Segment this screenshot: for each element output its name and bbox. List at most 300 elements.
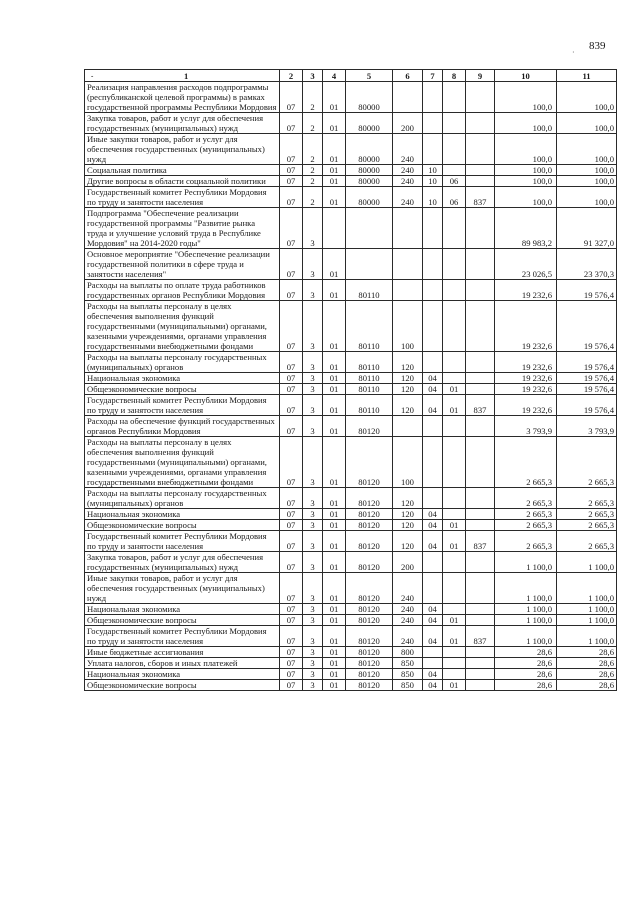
subprogram-code-cell: 3	[303, 352, 323, 373]
section-code-cell: 07	[280, 176, 303, 187]
subdivision-cell	[443, 113, 466, 134]
section-code-cell: 07	[280, 531, 303, 552]
row-name-cell: Государственный комитет Республики Мордовия по труду и занятости населения	[85, 187, 280, 208]
row-name-cell: Государственный комитет Республики Мордовия по труду и занятости населения	[85, 395, 280, 416]
amount-year2-cell: 19 576,4	[557, 373, 617, 384]
amount-year2-cell: 2 665,3	[557, 509, 617, 520]
column-header: 2	[280, 70, 303, 82]
expense-type-cell	[393, 82, 423, 113]
subdivision-cell	[443, 280, 466, 301]
section-code-cell: 07	[280, 604, 303, 615]
subprogram-code-cell: 3	[303, 395, 323, 416]
subdivision-cell: 01	[443, 384, 466, 395]
table-row	[85, 669, 617, 680]
direction-code-cell: 80000	[346, 82, 393, 113]
amount-year1-cell: 23 026,5	[495, 249, 557, 280]
direction-code-cell: 80120	[346, 488, 393, 509]
division-cell	[423, 552, 443, 573]
direction-code-cell: 80120	[346, 680, 393, 691]
amount-year1-cell: 2 665,3	[495, 437, 557, 488]
ministry-code-cell: 837	[466, 626, 495, 647]
amount-year2-cell: 2 665,3	[557, 520, 617, 531]
division-cell: 04	[423, 520, 443, 531]
direction-code-cell: 80000	[346, 113, 393, 134]
table-row	[85, 165, 617, 176]
ministry-code-cell: 837	[466, 187, 495, 208]
event-code-cell: 01	[323, 165, 346, 176]
row-name-cell: Государственный комитет Республики Мордовия по труду и занятости населения	[85, 626, 280, 647]
direction-code-cell: 80110	[346, 373, 393, 384]
direction-code-cell: 80120	[346, 520, 393, 531]
table-row	[85, 373, 617, 384]
ministry-code-cell	[466, 280, 495, 301]
amount-year1-cell: 28,6	[495, 669, 557, 680]
table-row	[85, 249, 617, 280]
amount-year2-cell: 100,0	[557, 134, 617, 165]
subprogram-code-cell: 2	[303, 113, 323, 134]
subdivision-cell: 01	[443, 615, 466, 626]
direction-code-cell: 80120	[346, 604, 393, 615]
direction-code-cell: 80120	[346, 669, 393, 680]
amount-year2-cell: 91 327,0	[557, 208, 617, 249]
direction-code-cell: 80110	[346, 384, 393, 395]
section-code-cell: 07	[280, 187, 303, 208]
ministry-code-cell	[466, 301, 495, 352]
section-code-cell: 07	[280, 113, 303, 134]
subdivision-cell	[443, 488, 466, 509]
table-row	[85, 604, 617, 615]
subdivision-cell	[443, 373, 466, 384]
subprogram-code-cell: 3	[303, 669, 323, 680]
event-code-cell: 01	[323, 604, 346, 615]
subdivision-cell	[443, 134, 466, 165]
subprogram-code-cell: 3	[303, 384, 323, 395]
table-row	[85, 488, 617, 509]
ministry-code-cell	[466, 488, 495, 509]
subprogram-code-cell: 2	[303, 165, 323, 176]
event-code-cell: 01	[323, 680, 346, 691]
subprogram-code-cell: 3	[303, 416, 323, 437]
ministry-code-cell	[466, 669, 495, 680]
event-code-cell: 01	[323, 416, 346, 437]
subprogram-code-cell: 2	[303, 82, 323, 113]
amount-year1-cell: 89 983,2	[495, 208, 557, 249]
expense-type-cell: 120	[393, 531, 423, 552]
table-body	[85, 82, 617, 691]
amount-year1-cell: 19 232,6	[495, 395, 557, 416]
table-row	[85, 658, 617, 669]
table-row	[85, 615, 617, 626]
event-code-cell: 01	[323, 658, 346, 669]
row-name-cell: Расходы на выплаты персоналу в целях обеспечения выполнения функций государственными (муниципальными) органами, казенными учреждениями, органами управления государственными внебюджетными фондами	[85, 437, 280, 488]
section-code-cell: 07	[280, 615, 303, 626]
amount-year1-cell: 3 793,9	[495, 416, 557, 437]
event-code-cell: 01	[323, 509, 346, 520]
event-code-cell: 01	[323, 373, 346, 384]
section-code-cell: 07	[280, 416, 303, 437]
expense-type-cell: 120	[393, 352, 423, 373]
row-name-cell: Национальная экономика	[85, 669, 280, 680]
subdivision-cell: 01	[443, 520, 466, 531]
subdivision-cell	[443, 352, 466, 373]
direction-code-cell	[346, 208, 393, 249]
table-row	[85, 187, 617, 208]
expense-type-cell: 120	[393, 488, 423, 509]
amount-year2-cell: 1 100,0	[557, 573, 617, 604]
amount-year1-cell: 2 665,3	[495, 520, 557, 531]
section-code-cell: 07	[280, 552, 303, 573]
direction-code-cell: 80120	[346, 552, 393, 573]
event-code-cell: 01	[323, 176, 346, 187]
subprogram-code-cell: 3	[303, 437, 323, 488]
division-cell	[423, 488, 443, 509]
row-name-cell: Расходы на выплаты по оплате труда работников государственных органов Республики Мордовия	[85, 280, 280, 301]
direction-code-cell: 80120	[346, 437, 393, 488]
row-name-cell: Общеэкономические вопросы	[85, 615, 280, 626]
column-header: 8	[443, 70, 466, 82]
amount-year2-cell: 100,0	[557, 176, 617, 187]
amount-year2-cell: 100,0	[557, 82, 617, 113]
expense-type-cell: 200	[393, 552, 423, 573]
row-name-cell: Иные закупки товаров, работ и услуг для обеспечения государственных (муниципальных) нужд	[85, 134, 280, 165]
amount-year2-cell: 1 100,0	[557, 604, 617, 615]
amount-year1-cell: 100,0	[495, 165, 557, 176]
amount-year1-cell: 28,6	[495, 658, 557, 669]
expense-type-cell: 240	[393, 573, 423, 604]
subdivision-cell	[443, 573, 466, 604]
amount-year2-cell: 2 665,3	[557, 437, 617, 488]
ministry-code-cell	[466, 552, 495, 573]
subdivision-cell	[443, 552, 466, 573]
expense-type-cell: 240	[393, 615, 423, 626]
amount-year2-cell: 1 100,0	[557, 615, 617, 626]
ministry-code-cell	[466, 384, 495, 395]
amount-year1-cell: 100,0	[495, 113, 557, 134]
amount-year2-cell: 28,6	[557, 680, 617, 691]
event-code-cell: 01	[323, 113, 346, 134]
amount-year2-cell: 3 793,9	[557, 416, 617, 437]
subprogram-code-cell: 3	[303, 208, 323, 249]
amount-year1-cell: 1 100,0	[495, 604, 557, 615]
division-cell	[423, 82, 443, 113]
section-code-cell: 07	[280, 82, 303, 113]
direction-code-cell: 80000	[346, 176, 393, 187]
table-row	[85, 280, 617, 301]
table-row	[85, 113, 617, 134]
section-code-cell: 07	[280, 395, 303, 416]
division-cell: 04	[423, 626, 443, 647]
section-code-cell: 07	[280, 573, 303, 604]
expense-type-cell	[393, 416, 423, 437]
amount-year1-cell: 19 232,6	[495, 384, 557, 395]
ministry-code-cell	[466, 134, 495, 165]
amount-year1-cell: 1 100,0	[495, 626, 557, 647]
amount-year1-cell: 1 100,0	[495, 615, 557, 626]
event-code-cell: 01	[323, 82, 346, 113]
division-cell	[423, 437, 443, 488]
direction-code-cell: 80120	[346, 416, 393, 437]
subdivision-cell: 01	[443, 395, 466, 416]
division-cell: 04	[423, 384, 443, 395]
event-code-cell: 01	[323, 301, 346, 352]
amount-year1-cell: 100,0	[495, 82, 557, 113]
section-code-cell: 07	[280, 165, 303, 176]
expense-type-cell: 240	[393, 187, 423, 208]
expense-type-cell: 120	[393, 384, 423, 395]
amount-year1-cell: 2 665,3	[495, 531, 557, 552]
direction-code-cell: 80000	[346, 165, 393, 176]
division-cell	[423, 249, 443, 280]
ministry-code-cell	[466, 437, 495, 488]
row-name-cell: Уплата налогов, сборов и иных платежей	[85, 658, 280, 669]
division-cell	[423, 113, 443, 134]
division-cell	[423, 647, 443, 658]
ministry-code-cell	[466, 680, 495, 691]
subprogram-code-cell: 3	[303, 604, 323, 615]
expense-type-cell: 240	[393, 626, 423, 647]
subdivision-cell	[443, 208, 466, 249]
subprogram-code-cell: 3	[303, 249, 323, 280]
amount-year1-cell: 100,0	[495, 176, 557, 187]
column-header: 7	[423, 70, 443, 82]
event-code-cell: 01	[323, 249, 346, 280]
division-cell: 04	[423, 604, 443, 615]
subdivision-cell	[443, 437, 466, 488]
row-name-cell: Национальная экономика	[85, 373, 280, 384]
amount-year2-cell: 28,6	[557, 669, 617, 680]
ministry-code-cell	[466, 520, 495, 531]
subprogram-code-cell: 3	[303, 509, 323, 520]
row-name-cell: Национальная экономика	[85, 509, 280, 520]
subdivision-cell	[443, 647, 466, 658]
section-code-cell: 07	[280, 384, 303, 395]
ministry-code-cell	[466, 208, 495, 249]
row-name-cell: Основное мероприятие "Обеспечение реализации государственной политики в сфере труда и занятости населения"	[85, 249, 280, 280]
subdivision-cell: 06	[443, 187, 466, 208]
event-code-cell: 01	[323, 352, 346, 373]
expense-type-cell: 850	[393, 658, 423, 669]
division-cell: 04	[423, 373, 443, 384]
expense-type-cell: 100	[393, 301, 423, 352]
subdivision-cell	[443, 658, 466, 669]
table-row	[85, 134, 617, 165]
subdivision-cell: 01	[443, 680, 466, 691]
ministry-code-cell	[466, 113, 495, 134]
section-code-cell: 07	[280, 437, 303, 488]
row-name-cell: Закупка товаров, работ и услуг для обеспечения государственных (муниципальных) нужд	[85, 113, 280, 134]
event-code-cell: 01	[323, 437, 346, 488]
subprogram-code-cell: 3	[303, 615, 323, 626]
direction-code-cell: 80120	[346, 615, 393, 626]
section-code-cell: 07	[280, 352, 303, 373]
ministry-code-cell	[466, 509, 495, 520]
table-row	[85, 509, 617, 520]
amount-year1-cell: 28,6	[495, 680, 557, 691]
subprogram-code-cell: 3	[303, 626, 323, 647]
expense-type-cell: 240	[393, 165, 423, 176]
row-name-cell: Реализация направления расходов подпрограммы (республиканской целевой программы) в рамках государственной программы Республики Мордовия	[85, 82, 280, 113]
section-code-cell: 07	[280, 301, 303, 352]
event-code-cell: 01	[323, 520, 346, 531]
division-cell	[423, 208, 443, 249]
table-row	[85, 352, 617, 373]
event-code-cell: 01	[323, 573, 346, 604]
section-code-cell: 07	[280, 658, 303, 669]
table-row	[85, 208, 617, 249]
table-row	[85, 647, 617, 658]
direction-code-cell	[346, 249, 393, 280]
amount-year2-cell: 28,6	[557, 658, 617, 669]
subdivision-cell: 06	[443, 176, 466, 187]
row-name-cell: Другие вопросы в области социальной политики	[85, 176, 280, 187]
event-code-cell: 01	[323, 531, 346, 552]
column-header: 10	[495, 70, 557, 82]
division-cell: 10	[423, 176, 443, 187]
expense-type-cell: 800	[393, 647, 423, 658]
ministry-code-cell	[466, 249, 495, 280]
ministry-code-cell	[466, 165, 495, 176]
direction-code-cell: 80120	[346, 509, 393, 520]
row-name-cell: Расходы на выплаты персоналу государственных (муниципальных) органов	[85, 352, 280, 373]
amount-year2-cell: 1 100,0	[557, 552, 617, 573]
row-name-cell: Расходы на выплаты персоналу государственных (муниципальных) органов	[85, 488, 280, 509]
amount-year2-cell: 2 665,3	[557, 488, 617, 509]
amount-year1-cell: 1 100,0	[495, 573, 557, 604]
row-name-cell: Общеэкономические вопросы	[85, 680, 280, 691]
amount-year2-cell: 100,0	[557, 113, 617, 134]
ministry-code-cell	[466, 416, 495, 437]
ministry-code-cell	[466, 647, 495, 658]
division-cell	[423, 416, 443, 437]
ministry-code-cell	[466, 176, 495, 187]
event-code-cell	[323, 208, 346, 249]
table-row	[85, 531, 617, 552]
section-code-cell: 07	[280, 373, 303, 384]
row-name-cell: Социальная политика	[85, 165, 280, 176]
row-name-cell: Общеэкономические вопросы	[85, 384, 280, 395]
row-name-cell: Расходы на выплаты персоналу в целях обеспечения выполнения функций государственными (муниципальными) органами, казенными учреждениями, органами управления государственными внебюджетными фондами	[85, 301, 280, 352]
amount-year2-cell: 23 370,3	[557, 249, 617, 280]
subprogram-code-cell: 3	[303, 488, 323, 509]
direction-code-cell: 80120	[346, 647, 393, 658]
division-cell	[423, 352, 443, 373]
column-header: 6	[393, 70, 423, 82]
ministry-code-cell	[466, 82, 495, 113]
column-header: 5	[346, 70, 393, 82]
event-code-cell: 01	[323, 647, 346, 658]
direction-code-cell: 80110	[346, 280, 393, 301]
table-row	[85, 520, 617, 531]
table-row	[85, 82, 617, 113]
row-name-cell: Иные бюджетные ассигнования	[85, 647, 280, 658]
expense-type-cell: 120	[393, 395, 423, 416]
row-name-cell: Государственный комитет Республики Мордовия по труду и занятости населения	[85, 531, 280, 552]
row-name-cell: Национальная экономика	[85, 604, 280, 615]
subdivision-cell	[443, 509, 466, 520]
subdivision-cell	[443, 249, 466, 280]
table-row	[85, 176, 617, 187]
expense-type-cell: 200	[393, 113, 423, 134]
ministry-code-cell: 837	[466, 531, 495, 552]
event-code-cell: 01	[323, 626, 346, 647]
amount-year2-cell: 19 576,4	[557, 384, 617, 395]
section-code-cell: 07	[280, 680, 303, 691]
division-cell: 10	[423, 187, 443, 208]
event-code-cell: 01	[323, 187, 346, 208]
division-cell	[423, 301, 443, 352]
subprogram-code-cell: 3	[303, 680, 323, 691]
subprogram-code-cell: 2	[303, 176, 323, 187]
table-row	[85, 416, 617, 437]
event-code-cell: 01	[323, 669, 346, 680]
section-code-cell: 07	[280, 208, 303, 249]
amount-year1-cell: 2 665,3	[495, 509, 557, 520]
amount-year1-cell: 100,0	[495, 187, 557, 208]
table-row	[85, 384, 617, 395]
expense-type-cell: 120	[393, 520, 423, 531]
budget-table	[84, 69, 617, 691]
subprogram-code-cell: 3	[303, 531, 323, 552]
expense-type-cell: 120	[393, 509, 423, 520]
subdivision-cell	[443, 604, 466, 615]
event-code-cell: 01	[323, 280, 346, 301]
division-cell: 04	[423, 680, 443, 691]
subprogram-code-cell: 3	[303, 658, 323, 669]
event-code-cell: 01	[323, 395, 346, 416]
ministry-code-cell	[466, 604, 495, 615]
expense-type-cell: 240	[393, 176, 423, 187]
subprogram-code-cell: 3	[303, 573, 323, 604]
amount-year1-cell: 1 100,0	[495, 552, 557, 573]
amount-year2-cell: 19 576,4	[557, 395, 617, 416]
division-cell	[423, 658, 443, 669]
section-code-cell: 07	[280, 669, 303, 680]
expense-type-cell: 100	[393, 437, 423, 488]
ministry-code-cell	[466, 658, 495, 669]
scan-speck: ·	[572, 48, 575, 57]
direction-code-cell: 80120	[346, 531, 393, 552]
amount-year1-cell: 28,6	[495, 647, 557, 658]
direction-code-cell: 80120	[346, 573, 393, 604]
row-name-cell: Закупка товаров, работ и услуг для обеспечения государственных (муниципальных) нужд	[85, 552, 280, 573]
amount-year2-cell: 19 576,4	[557, 301, 617, 352]
ministry-code-cell	[466, 573, 495, 604]
ministry-code-cell: 837	[466, 395, 495, 416]
division-cell: 04	[423, 509, 443, 520]
subdivision-cell	[443, 301, 466, 352]
division-cell: 04	[423, 531, 443, 552]
amount-year2-cell: 2 665,3	[557, 531, 617, 552]
expense-type-cell	[393, 249, 423, 280]
column-header: - 1	[85, 70, 280, 82]
subprogram-code-cell: 2	[303, 134, 323, 165]
amount-year2-cell: 19 576,4	[557, 352, 617, 373]
amount-year2-cell: 1 100,0	[557, 626, 617, 647]
direction-code-cell: 80120	[346, 658, 393, 669]
expense-type-cell: 240	[393, 604, 423, 615]
division-cell: 04	[423, 615, 443, 626]
division-cell	[423, 573, 443, 604]
direction-code-cell: 80000	[346, 187, 393, 208]
amount-year2-cell: 28,6	[557, 647, 617, 658]
section-code-cell: 07	[280, 647, 303, 658]
table-row	[85, 626, 617, 647]
event-code-cell: 01	[323, 615, 346, 626]
subdivision-cell	[443, 82, 466, 113]
table-row	[85, 395, 617, 416]
column-header: 11	[557, 70, 617, 82]
amount-year1-cell: 19 232,6	[495, 352, 557, 373]
